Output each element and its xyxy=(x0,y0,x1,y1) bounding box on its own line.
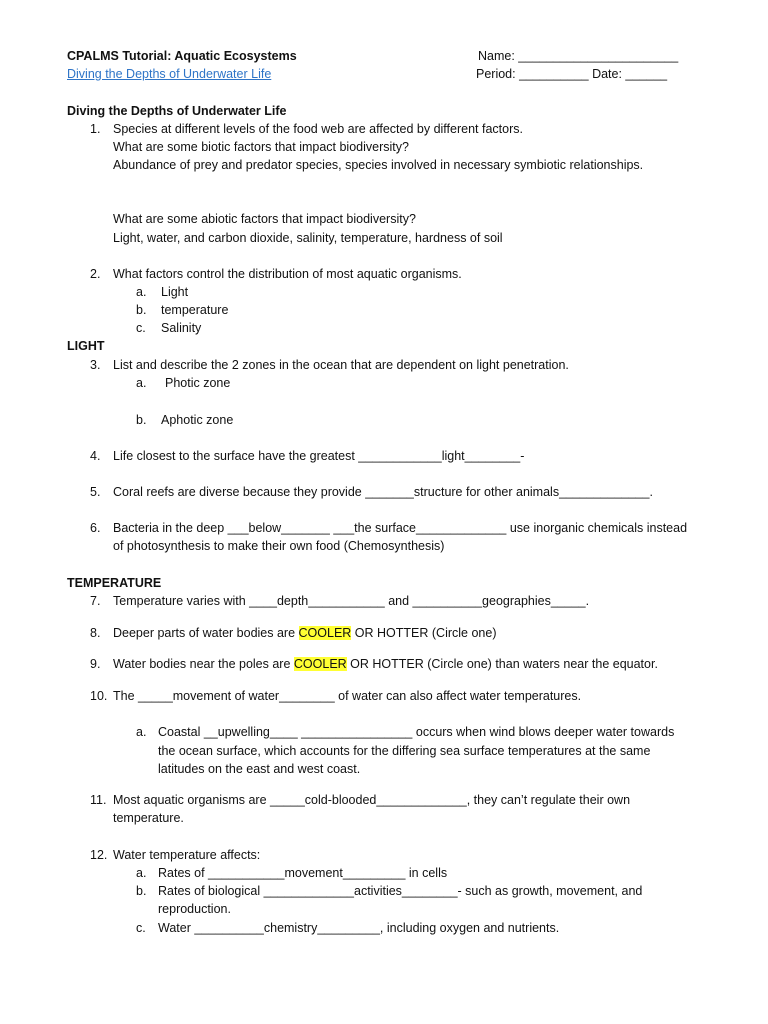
q2-option-label: b. xyxy=(136,303,147,317)
q6-line1: Bacteria in the deep ___below_______ ___the surface_____________ use inorganic chemicals instead xyxy=(113,521,688,535)
q12-a-text: Rates of ___________movement_________ in cells xyxy=(158,866,448,880)
q10-a-label: a. xyxy=(136,725,147,739)
q8-number: 8. xyxy=(90,626,101,640)
q3-b-text: Aphotic zone xyxy=(161,413,234,427)
q1-line1: Species at different levels of the food web are affected by different factors. xyxy=(113,122,523,136)
q6-line2: of photosynthesis to make their own food (Chemosynthesis) xyxy=(113,539,445,553)
name-field: Name: _______________________ xyxy=(478,49,679,63)
q3-number: 3. xyxy=(90,358,101,372)
light-heading: LIGHT xyxy=(67,339,105,353)
q11-line1: Most aquatic organisms are _____cold-blooded_____________, they can’t regulate their own xyxy=(113,793,631,807)
q2-option-label: c. xyxy=(136,321,146,335)
q3-b-label: b. xyxy=(136,413,147,427)
tutorial-link[interactable]: Diving the Depths of Underwater Life xyxy=(67,67,272,81)
q8-highlight: COOLER xyxy=(298,626,352,640)
q2-number: 2. xyxy=(90,267,101,281)
q9-number: 9. xyxy=(90,657,101,671)
q12-c-text: Water __________chemistry_________, including oxygen and nutrients. xyxy=(158,921,560,935)
worksheet-title: CPALMS Tutorial: Aquatic Ecosystems xyxy=(67,49,297,63)
q10-a-line1: Coastal __upwelling____ ________________ occurs when wind blows deeper water towards xyxy=(158,725,675,739)
q10-a-line3: latitudes on the east and west coast. xyxy=(158,762,361,776)
q3-a-text: Photic zone xyxy=(165,376,231,390)
q12-number: 12. xyxy=(90,848,108,862)
q12-text: Water temperature affects: xyxy=(113,848,261,862)
q10-text: The _____movement of water________ of water can also affect water temperatures. xyxy=(113,689,582,703)
period-date-field: Period: __________ Date: ______ xyxy=(476,67,668,81)
q4-text: Life closest to the surface have the greatest ____________light________- xyxy=(113,449,525,463)
q3-text: List and describe the 2 zones in the ocean that are dependent on light penetration. xyxy=(113,358,569,372)
q11-number: 11. xyxy=(90,793,107,807)
q1-answer2: Light, water, and carbon dioxide, salinity, temperature, hardness of soil xyxy=(113,231,503,245)
q4-number: 4. xyxy=(90,449,101,463)
q5-text: Coral reefs are diverse because they provide _______structure for other animals_____________. xyxy=(113,485,653,499)
q8-text xyxy=(113,626,496,640)
q10-a-line2: the ocean surface, which accounts for the differing sea surface temperatures at the same xyxy=(158,744,651,758)
q1-line4: What are some abiotic factors that impact biodiversity? xyxy=(113,212,416,226)
q5-number: 5. xyxy=(90,485,101,499)
q12-b-label: b. xyxy=(136,884,147,898)
q1-answer1: Abundance of prey and predator species, species involved in necessary symbiotic relationships. xyxy=(113,158,644,172)
q1-line2: What are some biotic factors that impact biodiversity? xyxy=(113,140,409,154)
q1-number: 1. xyxy=(90,122,101,136)
q7-text: Temperature varies with ____depth___________ and __________geographies_____. xyxy=(113,594,590,608)
q2-option-text: temperature xyxy=(161,303,229,317)
q3-a-label: a. xyxy=(136,376,147,390)
q12-b-line2: reproduction. xyxy=(158,902,231,916)
section-title: Diving the Depths of Underwater Life xyxy=(67,104,287,118)
q2-text: What factors control the distribution of most aquatic organisms. xyxy=(113,267,462,281)
q2-option-label: a. xyxy=(136,285,147,299)
temperature-heading: TEMPERATURE xyxy=(67,576,162,590)
q12-b-line1: Rates of biological _____________activities________- such as growth, movement, and xyxy=(158,884,643,898)
q10-number: 10. xyxy=(90,689,108,703)
q12-a-label: a. xyxy=(136,866,147,880)
q8-text-post: OR HOTTER (Circle one) xyxy=(351,626,497,640)
q9-text-pre: Water bodies near the poles are xyxy=(113,657,294,671)
q9-highlight: COOLER xyxy=(293,657,347,671)
q7-number: 7. xyxy=(90,594,101,608)
q8-text-pre: Deeper parts of water bodies are xyxy=(113,626,299,640)
q11-line2: temperature. xyxy=(113,811,184,825)
q2-option-text: Light xyxy=(161,285,189,299)
q12-c-label: c. xyxy=(136,921,146,935)
q2-option-text: Salinity xyxy=(161,321,202,335)
q9-text xyxy=(113,657,658,671)
q9-text-post: OR HOTTER (Circle one) than waters near the equator. xyxy=(346,657,658,671)
q6-number: 6. xyxy=(90,521,101,535)
